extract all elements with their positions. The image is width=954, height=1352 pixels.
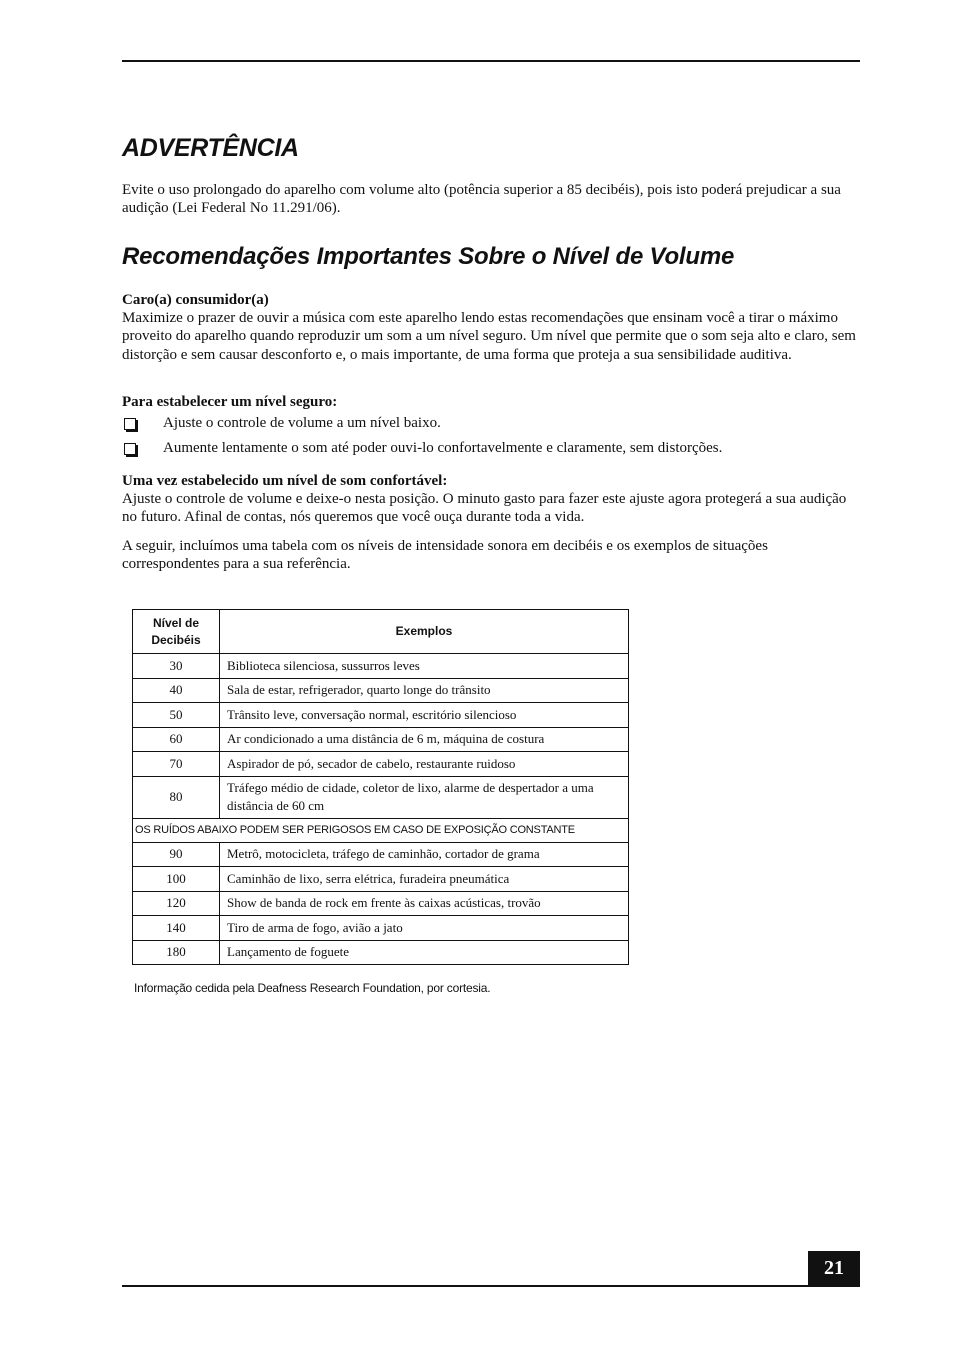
comfort-paragraph: Ajuste o controle de volume e deixe-o nesta posição. O minuto gasto para fazer este ajuste agora protegerá a sua audição no futuro. Afinal de contas, nós queremos que você ouça durante toda a vida.	[122, 491, 847, 526]
example-cell: Sala de estar, refrigerador, quarto longe do trânsito	[220, 678, 629, 703]
table-row	[133, 867, 629, 892]
example-cell: Metrô, motocicleta, tráfego de caminhão, cortador de grama	[220, 842, 629, 867]
bottom-rule	[122, 1285, 860, 1287]
table-row	[133, 940, 629, 965]
level-cell: 70	[133, 752, 220, 777]
example-cell: Show de banda de rock em frente às caixas acústicas, trovão	[220, 891, 629, 916]
example-cell: Ar condicionado a uma distância de 6 m, máquina de costura	[220, 727, 629, 752]
table-row	[133, 654, 629, 679]
comfort-level-heading: Uma vez estabelecido um nível de som confortável:	[122, 473, 448, 489]
table-row	[133, 703, 629, 728]
section-heading-volume: Recomendações Importantes Sobre o Nível de Volume	[122, 243, 735, 270]
example-cell: Caminhão de lixo, serra elétrica, furadeira pneumática	[220, 867, 629, 892]
header-examples: Exemplos	[220, 610, 629, 654]
level-cell: 30	[133, 654, 220, 679]
advertencia-paragraph: Evite o uso prolongado do aparelho com volume alto (potência superior a 85 decibéis), pois isto poderá prejudicar a sua audição (Lei Federal No 11.291/06).	[122, 182, 841, 217]
top-rule	[122, 60, 860, 62]
checkbox-bullet-icon	[124, 443, 136, 455]
section-heading-advertencia: ADVERTÊNCIA	[122, 134, 299, 162]
list-item-text: Ajuste o controle de volume a um nível baixo.	[163, 415, 441, 431]
warning-row	[133, 818, 629, 842]
table-row	[133, 891, 629, 916]
warning-cell: OS RUÍDOS ABAIXO PODEM SER PERIGOSOS EM CASO DE EXPOSIÇÃO CONSTANTE	[133, 818, 629, 842]
table-row	[133, 752, 629, 777]
table-row	[133, 916, 629, 941]
level-cell: 180	[133, 940, 220, 965]
level-cell: 40	[133, 678, 220, 703]
safe-level-heading: Para estabelecer um nível seguro:	[122, 394, 338, 410]
level-cell: 120	[133, 891, 220, 916]
table-row	[133, 842, 629, 867]
header-level: Nível de Decibéis	[133, 610, 220, 654]
example-cell: Aspirador de pó, secador de cabelo, restaurante ruidoso	[220, 752, 629, 777]
level-cell: 60	[133, 727, 220, 752]
checkbox-bullet-icon	[124, 418, 136, 430]
level-cell: 90	[133, 842, 220, 867]
table-header-row	[133, 610, 629, 654]
table-row	[133, 776, 629, 818]
table-row	[133, 678, 629, 703]
intro-paragraph: Maximize o prazer de ouvir a música com este aparelho lendo estas recomendações que ensinam você a tirar o máximo proveito do aparelho quando reproduzir um som a um nível seguro. Um nível que permite que o som seja alto e claro, sem distorção e sem causar desconforto e, o mais importante, de uma forma que proteja a sua sensibilidade auditiva.	[122, 310, 856, 363]
table-credit: Informação cedida pela Deafness Research Foundation, por cortesia.	[134, 981, 491, 995]
level-cell: 80	[133, 776, 220, 818]
example-cell: Trânsito leve, conversação normal, escritório silencioso	[220, 703, 629, 728]
example-cell: Tráfego médio de cidade, coletor de lixo, alarme de despertador a uma distância de 60 cm	[220, 776, 629, 818]
level-cell: 100	[133, 867, 220, 892]
decibel-table	[132, 609, 629, 965]
level-cell: 50	[133, 703, 220, 728]
page-number: 21	[808, 1251, 860, 1286]
level-cell: 140	[133, 916, 220, 941]
example-cell: Lançamento de foguete	[220, 940, 629, 965]
table-row	[133, 727, 629, 752]
list-item-text: Aumente lentamente o som até poder ouvi-lo confortavelmente e claramente, sem distorções.	[163, 440, 723, 456]
salutation: Caro(a) consumidor(a)	[122, 292, 269, 308]
table-intro-paragraph: A seguir, incluímos uma tabela com os níveis de intensidade sonora em decibéis e os exemplos de situações correspondentes para a sua referência.	[122, 538, 768, 573]
example-cell: Biblioteca silenciosa, sussurros leves	[220, 654, 629, 679]
example-cell: Tiro de arma de fogo, avião a jato	[220, 916, 629, 941]
